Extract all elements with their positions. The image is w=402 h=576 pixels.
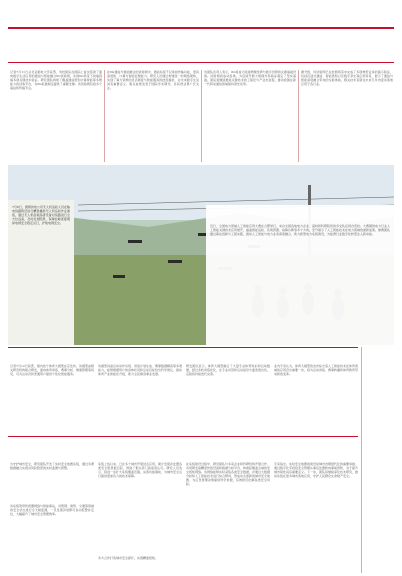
body-text: 记者7月11日从北京邮电大学获悉，该校团队在国际上首次搭建了面向数字生活应用的通信与智能融合6G试验网，实现6G场景下的端到端多项关键技术验证。研究团队构建了覆盖通信感知计算智能等多维能力的试验平台，为6G标准制定提供了重要支撑。该试验网包括多个基站和终端节点。 (10, 70, 102, 91)
body-text: 该团队负责人表示，6G将成为连接物理世界与数字世界的关键基础设施。试验网的成功搭建，为后续开展大规模外场验证奠定了坚实基础。团队将继续推进关键技术的工程化与产业化进程，推动我国在新一代移动通信领域保持领先优势。 (204, 70, 296, 87)
body-text: 为守护城市安全，研究团队开发了实时安全地图系统，通过多源数据融合实现对风险隐患的实时监测与预警。 (10, 462, 94, 471)
divider (8, 436, 358, 437)
body-text: 研发团队表示，体育大模型融合了大量专业体育知识和运动数据，经过多轮训练优化，在专业问答和运动指导方面表现出色，后续将持续迭代完善。 (186, 364, 270, 377)
divider (8, 347, 358, 348)
column-rule (201, 70, 202, 162)
column-rule (298, 70, 299, 162)
divider (8, 62, 394, 63)
header-rule (8, 27, 394, 29)
column-rule (361, 347, 362, 573)
body-text: 据介绍，该试验网已在校园场景中完成了多项典型业务的演示验证，包括沉浸式通信、智能感知以及数字孪生等应用场景，展示了通信与智能深度融合带来的全新体验，相关技术有望在未来几年内逐步落地应用于各行业。 (301, 70, 393, 87)
body-text: 多方合作打造城市安全探针，实现精准感知。 (98, 556, 159, 560)
page-number (366, 6, 396, 23)
column-rule (104, 70, 105, 162)
body-text: 系统上线以来，已在多个城市开展试点应用，累计发现并处置各类安全隐患数百起，得到了相关部门的高度认可。研究人员表示，将进一步扩大系统覆盖范围，完善功能模块，为城市安全运行提供更加有力的技术保障。 (98, 462, 182, 479)
body-text: 业内专家认为，体育大模型的发布标志着人工智能技术在体育领域的应用迈出重要一步，将为运动训练、赛事转播和体育教育带来新的变革。 (274, 364, 358, 377)
body-text: 该模型具备运动动作识别、训练计划生成、赛事数据解读等多项能力，能够根据用户的身体状况和运动目标给出科学建议，推动体育产业智能化升级，助力全民健身事业发展。 (98, 364, 182, 377)
body-text: 在6G通信与智能融合的试验网中，通信系统不仅承担传输功能，更具备感知、计算与智能处理能力。研究人员通过构建统一的网络架构，实现了算力资源的灵活调度与智能服务的按需提供，对未来数字生活具有重要意义。相关成果发表于国际学术期刊，并获得业界广泛关注。 (107, 70, 199, 91)
body-text: 在系统建设过程中，研究团队与多家企业和科研机构开展合作，共同研发高精度传感设备和数据分析平台，构建起覆盖全域的安全感知网络。该网络能够实时采集各类安全数据，并通过大数据分析和人工智能技术进行综合研判，形成动态更新的城市安全地图，为应急管理决策提供科学依据，有效防范化解各类安全风险。 (186, 462, 270, 487)
body-text: 近日，全国电力领域人工智能应用大赛在合肥举行，来自全国各地电力企业、高校和科研院所的多支队伍同台竞技。大赛围绕电力行业人工智能关键技术应用展开，涵盖智能巡检、负荷预测、故障诊断等多个方向，充分展示了人工智能技术在电力领域的最新成果。参赛团队通过算法创新与工程实践，推动人工智能与电力业务深度融合，助力新型电力系统建设，为能源行业数字化转型注入新动能。 (210, 224, 390, 237)
body-text: 专家指出，实时安全地图的建设是城市治理现代化的重要举措，通过数字化手段将安全管理从事后处置转向事前预防，对于提升城市韧性具有重要意义。下一步，团队将继续深化技术研究，推动系统在更多城市落地应用，守护人民群众生命财产安全。 (274, 462, 358, 479)
photo-caption: 7月8日，国网供电公司无人机巡检人员在输电线路附近进行精准播控无人机巡检作业演练，通过无人机搭载高清设备对线路进行全方位巡查，及时发现隐患，保障迎峰度夏期间电网安全稳定运行，护航电网安全。 (12, 205, 70, 226)
body-text: 记者7月12日获悉，国内首个体育大模型在京发布。该模型由相关研究机构联合研发，面向体育训练、赛事分析、健康管理等场景，可为运动员和普通用户提供个性化智能服务。 (10, 364, 94, 377)
body-text: 该系统利用传感器网络与智能算法，对管网、建筑、交通等领域的安全状态进行全天候监测，一旦发现异常即可自动报警并定位，大幅提升了城市安全管理效率。 (10, 504, 94, 517)
